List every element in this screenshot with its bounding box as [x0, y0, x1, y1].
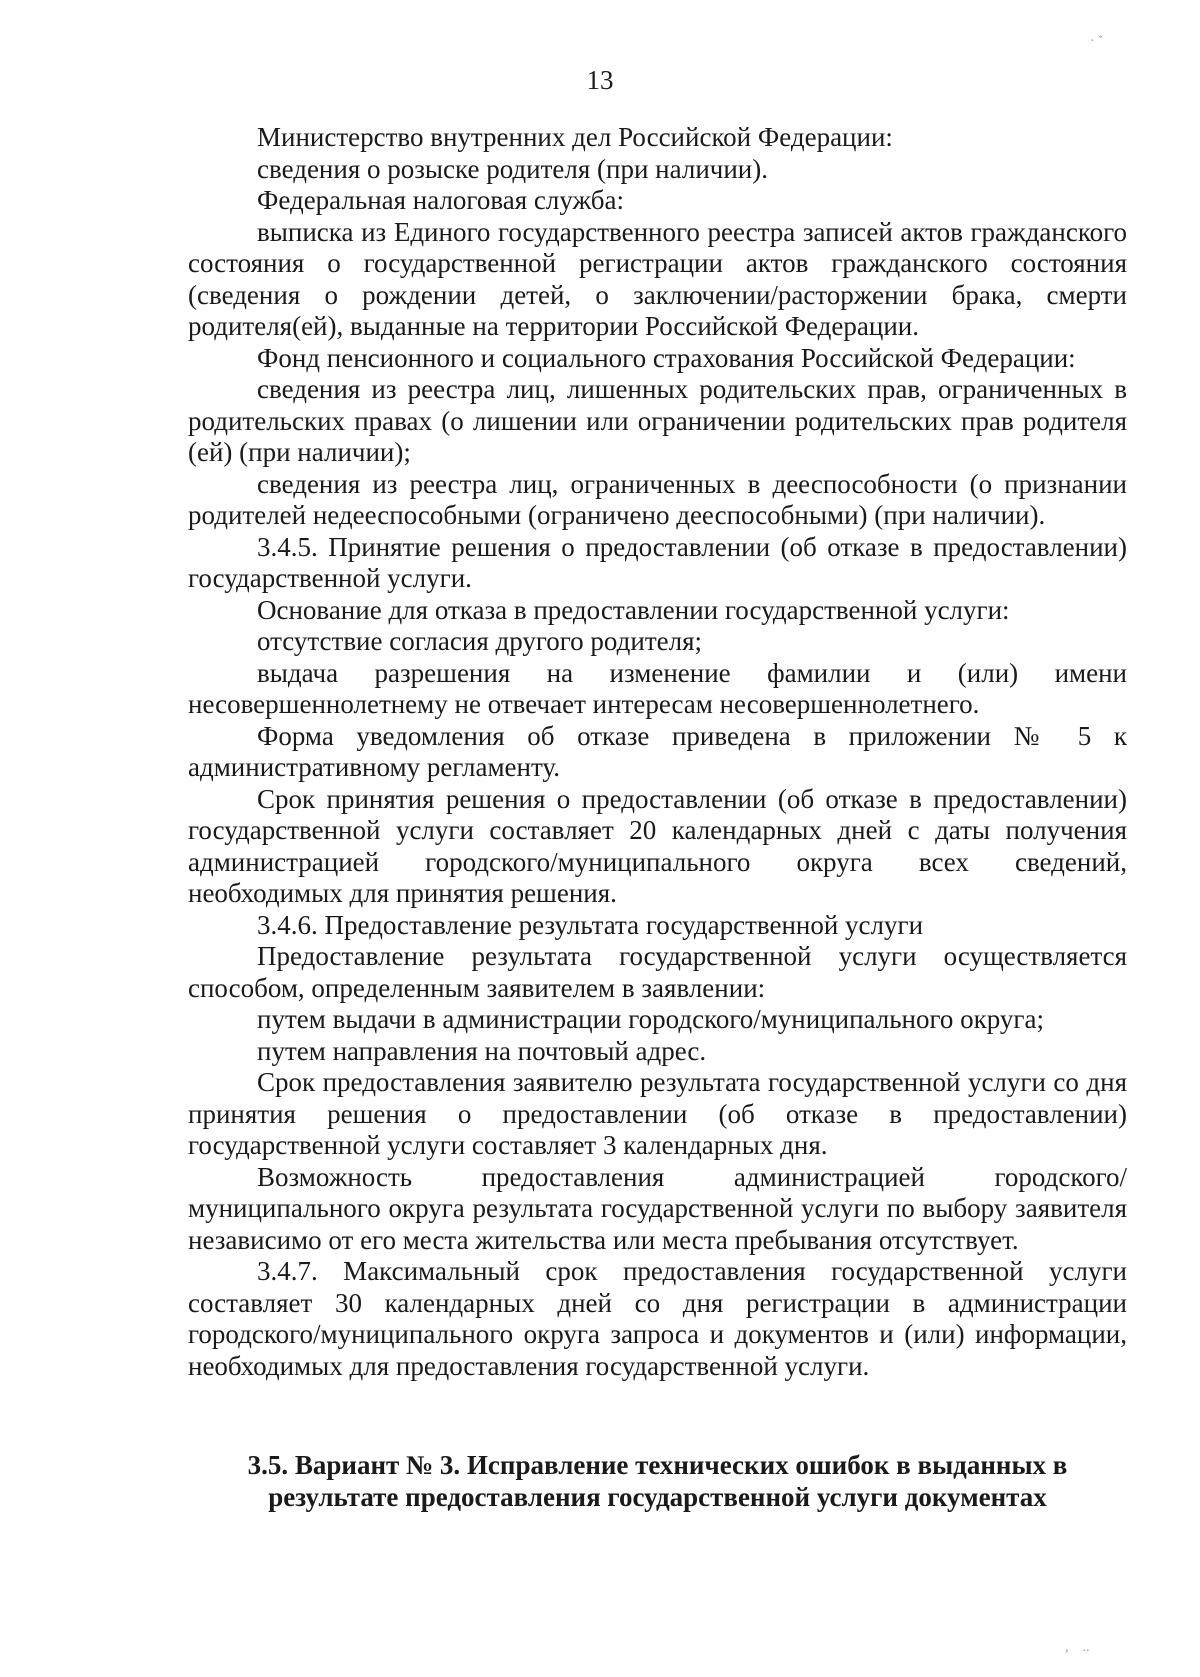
paragraph: отсутствие согласия другого родителя; — [257, 626, 703, 656]
paragraph: 3.4.5. Принятие решения о предоставлении (об отказе в предоставлении) государственной услуги. — [188, 531, 1127, 593]
paragraph: выдача разрешения на изменение фамилии и (или) имени несовершеннолетнему не отвечает интересам несовершеннолетнего. — [188, 657, 1127, 719]
section-heading-line: результате предоставления государственной услуги документах — [268, 1482, 1047, 1512]
paragraph: Министерство внутренних дел Российской Федерации: — [257, 122, 893, 152]
paragraph: 3.4.7. Максимальный срок предоставления государственной услуги составляет 30 календарных дней со дня регистрации в администрации городского/муниципального округа запроса и документов и (или) информации, необходимых для предоставления государственной услуги. — [188, 1256, 1127, 1381]
paragraph: Фонд пенсионного и социального страхования Российской Федерации: — [257, 342, 1076, 373]
section-heading-line: 3.5. Вариант № 3. Исправление технических ошибок в выданных в — [247, 1450, 1068, 1480]
scan-artifact-bottom: , .. — [1065, 1640, 1090, 1655]
paragraph: Основание для отказа в предоставлении государственной услуги: — [257, 594, 1010, 625]
paragraph: выписка из Единого государственного реестра записей актов гражданского состояния о государственной регистрации актов гражданского состояния (сведения о рождении детей, о заключении/расторжении брака, смерти родителя(ей), выданные на территории Российской Федерации. — [188, 216, 1127, 341]
paragraph: сведения о розыске родителя (при наличии). — [257, 153, 768, 184]
scan-artifact-top: · ˇ — [1090, 34, 1103, 49]
document-body — [188, 122, 1127, 1382]
paragraph: Срок принятия решения о предоставлении (об отказе в предоставлении) государственной услуги составляет 20 календарных дней с даты получения администрацией городского/муниципального округа всех сведений, необходимых для принятия решения. — [188, 783, 1127, 908]
paragraph: Возможность предоставления администрацией городского/муниципального округа результата государственной услуги по выбору заявителя независимо от его места жительства или места пребывания отсутствует. — [188, 1161, 1127, 1255]
paragraph: путем выдачи в администрации городского/муниципального округа; — [257, 1004, 1044, 1034]
page-number: 13 — [586, 65, 614, 95]
paragraph: путем направления на почтовый адрес. — [257, 1035, 707, 1066]
paragraph: сведения из реестра лиц, лишенных родительских прав, ограниченных в родительских правах (о лишении или ограничении родительских прав родителя (ей) (при наличии); — [188, 374, 1127, 467]
paragraph: Федеральная налоговая служба: — [257, 185, 625, 215]
paragraph: 3.4.6. Предоставление результата государственной услуги — [257, 909, 924, 940]
paragraph: Форма уведомления об отказе приведена в приложении № 5 к административному регламенту. — [188, 720, 1127, 782]
paragraph: Срок предоставления заявителю результата государственной услуги со дня принятия решения о предоставлении (об отказе в предоставлении) государственной услуги составляет 3 календарных дня. — [188, 1067, 1127, 1160]
paragraph: сведения из реестра лиц, ограниченных в дееспособности (о признании родителей недееспособными (ограничено дееспособными) (при наличии). — [188, 468, 1127, 530]
section-heading — [210, 1449, 1105, 1513]
paragraph: Предоставление результата государственной услуги осуществляется способом, определенным заявителем в заявлении: — [188, 941, 1127, 1003]
